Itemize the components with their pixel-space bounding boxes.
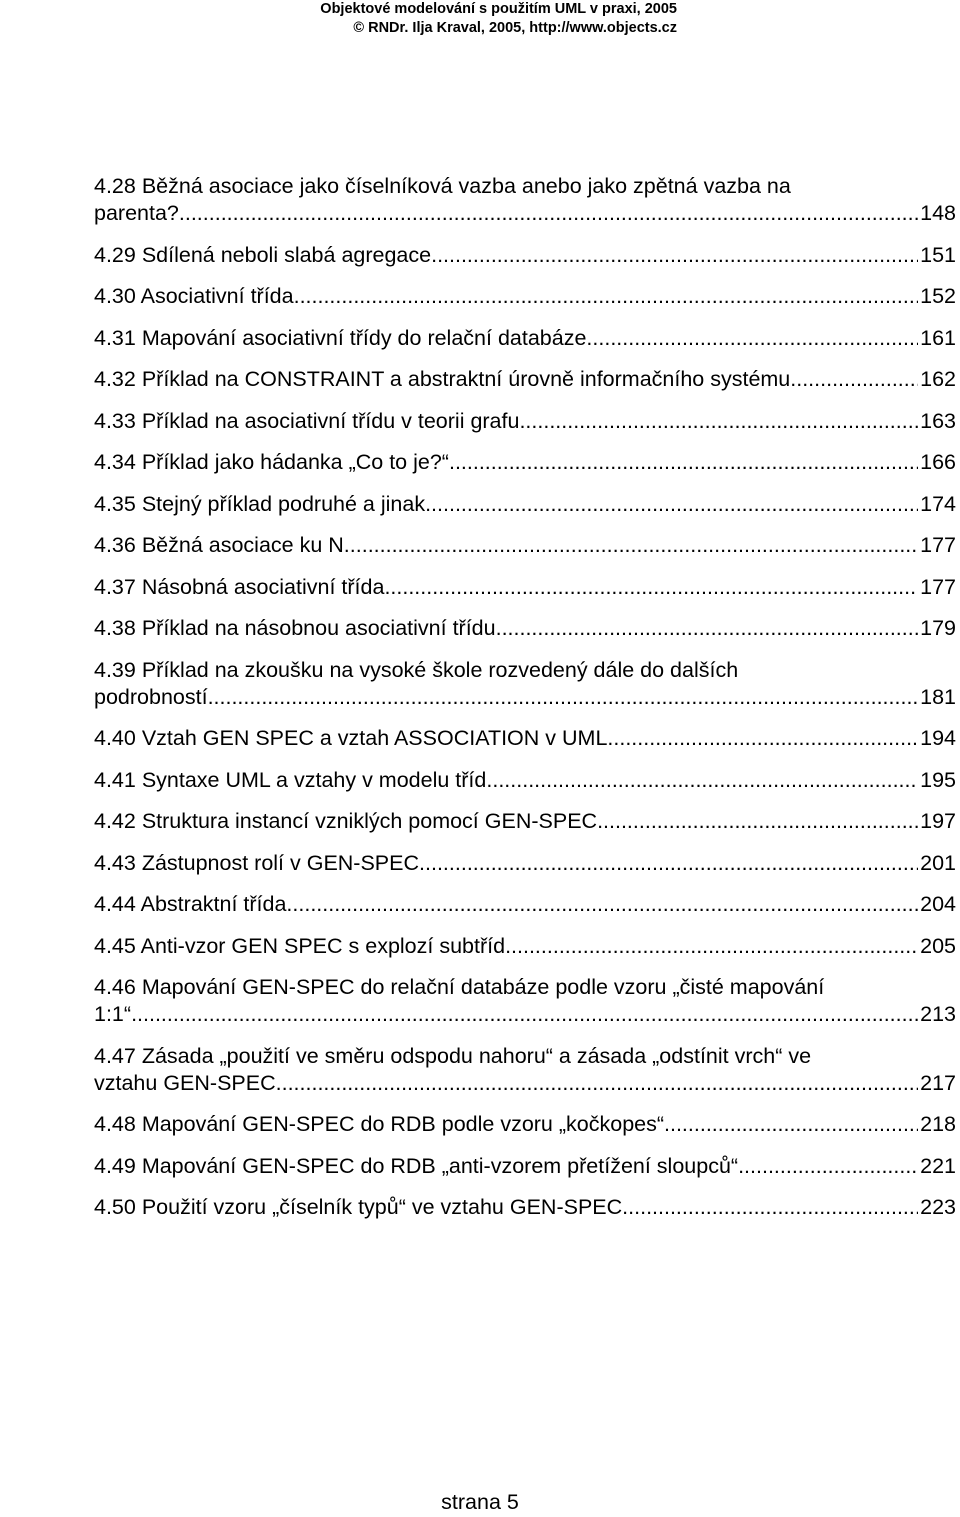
toc-entry-title: 4.44 Abstraktní třída	[94, 892, 287, 916]
toc-entry[interactable]	[94, 657, 956, 711]
toc-entry-row	[94, 574, 956, 601]
toc-entry-page: 152	[920, 284, 956, 308]
toc-dot-leader	[505, 933, 918, 960]
toc-entry-page: 204	[920, 892, 956, 916]
toc-entry-title: 4.32 Příklad na CONSTRAINT a abstraktní úrovně informačního systému	[94, 367, 791, 391]
toc-dot-leader	[790, 366, 918, 393]
toc-dot-leader	[179, 200, 918, 227]
toc-entry-page: 179	[920, 616, 956, 640]
toc-entry[interactable]	[94, 173, 956, 227]
toc-entry-row	[94, 1111, 956, 1138]
toc-entry-page: 201	[920, 850, 956, 875]
toc-entry-row	[94, 242, 956, 269]
toc-entry-row	[94, 808, 956, 835]
toc-entry[interactable]	[94, 1111, 956, 1138]
toc-entry-page: 163	[920, 408, 956, 433]
toc-entry-title: 4.43 Zástupnost rolí v GEN-SPEC	[94, 850, 420, 875]
toc-entry-title-line: 4.28 Běžná asociace jako číselníková vazba anebo jako zpětná vazba na	[94, 174, 791, 198]
toc-entry-row	[94, 408, 956, 435]
toc-dot-leader	[208, 684, 919, 711]
toc-entry[interactable]	[94, 491, 956, 518]
toc-entry-title: 4.35 Stejný příklad podruhé a jinak	[94, 491, 426, 516]
toc-entry-row	[94, 366, 956, 393]
toc-entry-title: podrobností	[94, 684, 208, 709]
toc-dot-leader	[276, 1070, 919, 1097]
toc-entry-title: 4.40 Vztah GEN SPEC a vztah ASSOCIATION v UML	[94, 726, 608, 750]
toc-dot-leader	[607, 725, 918, 752]
toc-entry-title: 4.49 Mapování GEN-SPEC do RDB „anti-vzorem přetížení sloupců“	[94, 1153, 739, 1178]
header-copyright: © RNDr. Ilja Kraval, 2005, http://www.objects.cz	[353, 20, 677, 36]
toc-entry-row	[94, 200, 956, 227]
toc-dot-leader	[384, 574, 918, 601]
toc-entry-title: 4.36 Běžná asociace ku N	[94, 533, 344, 557]
toc-dot-leader	[449, 449, 918, 476]
toc-entry-title: 4.34 Příklad jako hádanka „Co to je?“	[94, 450, 449, 474]
toc-entry-title: 4.31 Mapování asociativní třídy do relační databáze	[94, 325, 587, 350]
toc-entry-title: 4.41 Syntaxe UML a vztahy v modelu tříd	[94, 767, 487, 792]
toc-entry-page: 151	[920, 242, 956, 267]
toc-entry[interactable]	[94, 366, 956, 393]
toc-entry-row	[94, 1070, 956, 1097]
toc-entry-title: vztahu GEN-SPEC	[94, 1070, 276, 1095]
toc-entry-title: 4.45 Anti-vzor GEN SPEC s explozí subtříd	[94, 933, 506, 958]
toc-dot-leader	[431, 242, 918, 269]
toc-entry-page: 218	[920, 1112, 956, 1136]
toc-dot-leader	[131, 1001, 918, 1028]
toc-entry-title: 4.38 Příklad na násobnou asociativní třídu	[94, 616, 496, 640]
toc-entry-page: 148	[920, 201, 956, 225]
toc-dot-leader	[496, 615, 919, 642]
toc-dot-leader	[486, 767, 918, 794]
toc-entry[interactable]	[94, 933, 956, 960]
toc-entry-row	[94, 725, 956, 752]
toc-entry-title: 4.33 Příklad na asociativní třídu v teorii grafu	[94, 408, 520, 433]
toc-entry-page: 181	[920, 684, 956, 709]
toc-entry-title: 4.30 Asociativní třída	[94, 284, 294, 308]
toc-dot-leader	[419, 850, 918, 877]
toc-entry-page: 161	[920, 325, 956, 350]
toc-entry-page: 223	[920, 1195, 956, 1219]
toc-entry-row	[94, 325, 956, 352]
toc-entry[interactable]	[94, 242, 956, 269]
toc-entry-title: 1:1“	[94, 1002, 132, 1026]
toc-dot-leader	[519, 408, 918, 435]
toc-entry-title: 4.48 Mapování GEN-SPEC do RDB podle vzoru „kočkopes“	[94, 1112, 665, 1136]
toc-entry-row	[94, 1153, 956, 1180]
toc-entry[interactable]	[94, 408, 956, 435]
toc-entry-title-line: 4.47 Zásada „použití ve směru odspodu nahoru“ a zásada „odstínit vrch“ ve	[94, 1043, 812, 1068]
toc-entry-title: 4.37 Násobná asociativní třída	[94, 574, 385, 599]
toc-dot-leader	[586, 325, 918, 352]
toc-entry[interactable]	[94, 574, 956, 601]
toc-entry-page: 217	[920, 1070, 956, 1095]
toc-dot-leader	[344, 532, 918, 559]
toc-entry-title: 4.50 Použití vzoru „číselník typů“ ve vztahu GEN-SPEC	[94, 1195, 623, 1219]
toc-entry[interactable]	[94, 974, 956, 1028]
toc-entry-page: 177	[920, 533, 956, 557]
toc-entry[interactable]	[94, 1153, 956, 1180]
toc-entry[interactable]	[94, 725, 956, 752]
toc-entry-row	[94, 283, 956, 310]
table-of-contents	[94, 173, 956, 1236]
page-number: strana 5	[441, 1490, 519, 1514]
toc-entry-row	[94, 933, 956, 960]
toc-entry[interactable]	[94, 808, 956, 835]
toc-entry-row	[94, 891, 956, 918]
toc-dot-leader	[286, 891, 918, 918]
toc-dot-leader	[622, 1194, 918, 1221]
toc-entry-row	[94, 532, 956, 559]
toc-entry[interactable]	[94, 767, 956, 794]
toc-entry-page: 162	[920, 367, 956, 391]
toc-entry-title: 4.29 Sdílená neboli slabá agregace	[94, 242, 432, 267]
toc-entry-title-line: 4.46 Mapování GEN-SPEC do relační databáze podle vzoru „čisté mapování	[94, 975, 825, 999]
toc-entry-page: 194	[920, 726, 956, 750]
toc-entry[interactable]	[94, 283, 956, 310]
toc-entry-page: 213	[920, 1002, 956, 1026]
toc-entry-row	[94, 850, 956, 877]
toc-entry[interactable]	[94, 532, 956, 559]
toc-entry-page: 221	[920, 1153, 956, 1178]
toc-dot-leader	[294, 283, 919, 310]
page-header	[0, 0, 960, 38]
toc-entry-page: 197	[920, 809, 956, 833]
toc-entry[interactable]	[94, 1194, 956, 1221]
toc-entry[interactable]	[94, 325, 956, 352]
toc-dot-leader	[425, 491, 918, 518]
toc-entry-row	[94, 767, 956, 794]
toc-entry[interactable]	[94, 449, 956, 476]
toc-entry-title-line: 4.39 Příklad na zkoušku na vysoké škole rozvedený dále do dalších	[94, 657, 739, 682]
toc-dot-leader	[597, 808, 918, 835]
toc-entry-row	[94, 491, 956, 518]
toc-dot-leader	[738, 1153, 918, 1180]
toc-entry-page: 174	[920, 491, 956, 516]
toc-dot-leader	[664, 1111, 918, 1138]
toc-entry-row	[94, 449, 956, 476]
toc-entry-title: 4.42 Struktura instancí vzniklých pomocí GEN-SPEC	[94, 809, 598, 833]
toc-entry-title: parenta?	[94, 201, 179, 225]
toc-entry-page: 166	[920, 450, 956, 474]
toc-entry[interactable]	[94, 615, 956, 642]
toc-entry-row	[94, 1194, 956, 1221]
toc-entry[interactable]	[94, 1043, 956, 1097]
page-footer	[0, 1490, 960, 1515]
toc-entry[interactable]	[94, 850, 956, 877]
toc-entry-row	[94, 684, 956, 711]
toc-entry[interactable]	[94, 891, 956, 918]
toc-entry-page: 205	[920, 933, 956, 958]
toc-entry-page: 195	[920, 767, 956, 792]
toc-entry-row	[94, 1001, 956, 1028]
toc-entry-page: 177	[920, 574, 956, 599]
header-title: Objektové modelování s použitím UML v praxi, 2005	[320, 1, 677, 17]
toc-entry-row	[94, 615, 956, 642]
